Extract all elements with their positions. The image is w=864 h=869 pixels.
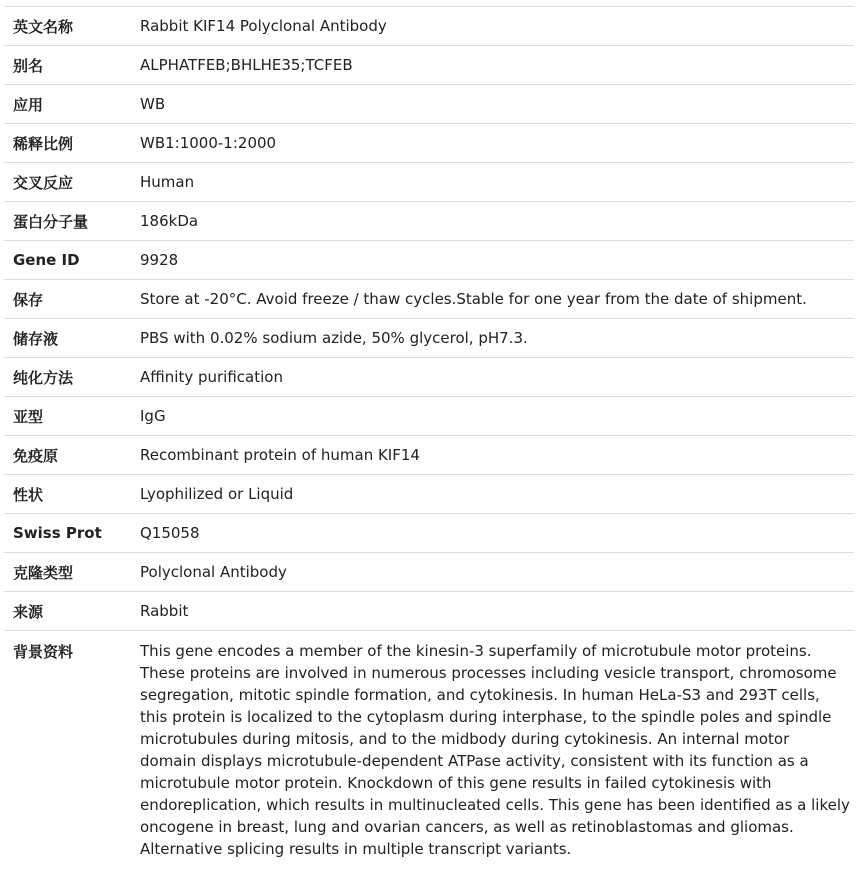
spec-label: 背景资料 — [13, 643, 74, 661]
spec-row-form — [4, 475, 854, 514]
spec-row-dilution — [4, 124, 854, 163]
spec-label: 克隆类型 — [13, 563, 74, 582]
spec-row-gene-id — [4, 241, 854, 280]
spec-label: 应用 — [13, 95, 44, 114]
spec-label: 英文名称 — [13, 17, 74, 36]
spec-row-alias — [4, 46, 854, 85]
spec-row-swiss-prot — [4, 514, 854, 553]
spec-value: Affinity purification — [140, 368, 283, 386]
spec-label: 纯化方法 — [13, 368, 74, 387]
spec-value: IgG — [140, 407, 166, 425]
spec-value: Rabbit — [140, 602, 189, 620]
spec-row-application — [4, 85, 854, 124]
spec-value: Q15058 — [140, 524, 200, 542]
spec-value: 186kDa — [140, 212, 199, 230]
spec-label: 稀释比例 — [13, 134, 74, 153]
product-spec-table — [4, 6, 854, 860]
spec-label: 来源 — [13, 602, 44, 621]
spec-value: Recombinant protein of human KIF14 — [140, 446, 420, 464]
spec-value: PBS with 0.02% sodium azide, 50% glycerol, pH7.3. — [140, 329, 528, 347]
spec-row-buffer — [4, 319, 854, 358]
spec-row-isotype — [4, 397, 854, 436]
spec-value: WB1:1000-1:2000 — [140, 134, 277, 152]
background-text: This gene encodes a member of the kinesin-3 superfamily of microtubule motor proteins. These proteins are involved in numerous processes including vesicle transport, chromosome segregation, mitotic spindle formation, and cytokinesis. In human HeLa-S3 and 293T cells, this protein is localized to the cytoplasm during interphase, to the spindle poles and spindle microtubules during mitosis, and to the midbody during cytokinesis. An internal motor domain displays microtubule-dependent ATPase activity, consistent with its function as a microtubule motor protein. Knockdown of this gene results in failed cytokinesis with endoreplication, which results in multinucleated cells. This gene has been identified as a likely oncogene in breast, lung and ovarian cancers, as well as retinoblastomas and gliomas. Alternative splicing results in multiple transcript variants. — [140, 642, 850, 858]
spec-label: 亚型 — [13, 407, 44, 426]
spec-row-english-name — [4, 7, 854, 46]
spec-row-background — [4, 631, 854, 860]
spec-value: Human — [140, 173, 195, 191]
spec-label: 保存 — [13, 290, 44, 309]
spec-value: 9928 — [140, 251, 179, 269]
spec-label: Gene ID — [13, 251, 80, 269]
spec-row-molecular-weight — [4, 202, 854, 241]
spec-value: Store at -20°C. Avoid freeze / thaw cycles.Stable for one year from the date of shipment. — [140, 290, 807, 308]
spec-label: 性状 — [13, 485, 44, 504]
spec-row-clonality — [4, 553, 854, 592]
spec-label: 蛋白分子量 — [13, 212, 89, 231]
spec-value: Polyclonal Antibody — [140, 563, 287, 581]
spec-row-storage — [4, 280, 854, 319]
spec-row-host — [4, 592, 854, 631]
spec-value: WB — [140, 95, 166, 113]
spec-label: 免疫原 — [13, 446, 59, 465]
spec-label: 交叉反应 — [13, 173, 74, 192]
spec-row-immunogen — [4, 436, 854, 475]
spec-row-purification — [4, 358, 854, 397]
spec-value: Rabbit KIF14 Polyclonal Antibody — [140, 17, 387, 35]
spec-label: 储存液 — [13, 329, 59, 348]
spec-value: Lyophilized or Liquid — [140, 485, 294, 503]
spec-row-reactivity — [4, 163, 854, 202]
spec-label: 别名 — [13, 56, 44, 75]
spec-value: ALPHATFEB;BHLHE35;TCFEB — [140, 56, 353, 74]
spec-label: Swiss Prot — [13, 524, 102, 542]
